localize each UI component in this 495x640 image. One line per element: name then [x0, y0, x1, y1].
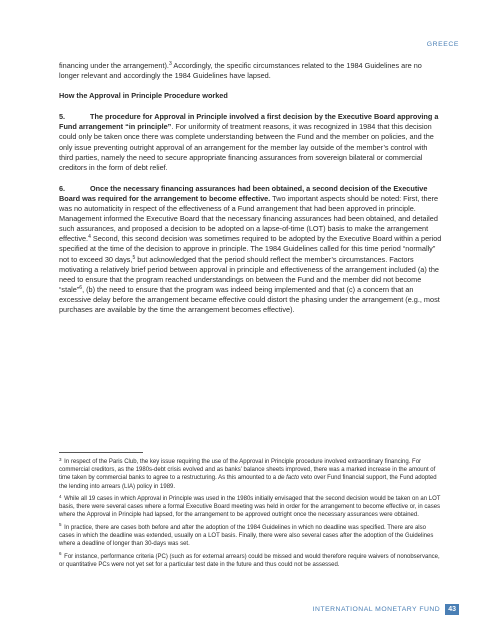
- footnote-ref-5[interactable]: 5: [132, 254, 136, 261]
- footnote-ref-3[interactable]: 3: [168, 61, 172, 67]
- running-header: GREECE: [426, 41, 459, 48]
- paragraph-number: 6.: [59, 183, 66, 193]
- section-subheading: How the Approval in Principle Procedure worked: [59, 91, 228, 101]
- footnote-3: $^3$ In respect of the Paris Club, the key issue requiring the use of the Approval in Principle procedure involved extraordinary financing. For commercial creditors, as the 1980s-debt crisis evolved and as banks’ balance sheets improved, there was a marked increase in the amount of time taken by commercial banks to agree to a restructuring. As this amounted to a de facto veto over Fund financial support, the Fund adopted the lending into arrears (LIA) policy in 1989.: [59, 456, 437, 490]
- footnote-5: $^5$ In practice, there are cases both before and after the adoption of the 1984 Guidelines in which no deadline was specified. There are also cases in which the deadline was extended, usually on a LOT basis. Finally, there were also several cases after the adoption of the Guidelines where a deadline of longer than 30-days was set.: [59, 522, 434, 548]
- paragraph-6: 6. Once the necessary financing assurances had been obtained, a second decision of the Executive Board was required for the arrangement to become effective. Two important aspects should be noted: First, there was no automaticity in respect of the effectiveness of a Fund arrangement that had been approved in principle. Management informed the Executive Board that the necessary financing assurances had been obtained, and detailed such assurances, and proposed a decision to be adopted on a lapse-of-time (LOT) basis to make the arrangement effective.$^4$ Second, this second decision was sometimes required to be adopted by the Executive Board within a period specified at the time of the decision to approve in principle. The 1984 Guidelines called for this time period “normally” not to exceed 30 days,$^5$ but acknowledged that the period should reflect the member’s circumstances. Factors motivating a relatively brief period between approval in principle and effectiveness of the arrangement included (a) the need to ensure that the program reached understandings on between the Fund and the member did not become “stale”$^6$, (b) the need to ensure that the program was indeed being implemented and that (c) a concern that an excessive delay before the arrangement became effective could distort the phasing under the arrangement (e.g., most purchases are available by the time the arrangement becomes effective).: [59, 183, 442, 314]
- publisher-label: INTERNATIONAL MONETARY FUND: [312, 606, 441, 613]
- page-footer: [313, 604, 459, 615]
- footnote-6: $^6$ For instance, performance criteria (PC) (such as for external arrears) could be missed and would therefore require waivers of nonobservance, or quantitative PCs were not yet set for a particular test date in the future and thus could not be assessed.: [59, 551, 440, 568]
- footnote-ref-4[interactable]: 4: [88, 234, 91, 241]
- page-number: 43: [445, 604, 459, 615]
- paragraph-lead: Once the necessary financing assurances had been obtained, a second decision of the Executive Board was required for the arrangement to become effective.: [59, 183, 428, 203]
- footnote-ref-6[interactable]: 6: [79, 284, 83, 291]
- paragraph-5: 5. The procedure for Approval in Principle involved a first decision by the Executive Board approving a Fund arrangement “in principle”. For uniformity of treatment reasons, it was recognized in 1984 that this decision could only be taken once there was complete understanding between the Fund and the member on policies, and the only issue preventing outright approval of an arrangement for the member lay outside of the member’s control with third parties, namely the need to secure appropriate financing assurances from sovereign bilateral or commercial creditors in the form of debt relief.: [59, 112, 439, 172]
- body-text: [59, 61, 443, 315]
- paragraph-number: 5.: [59, 112, 66, 122]
- footnotes: [59, 458, 441, 573]
- paragraph-lead: The procedure for Approval in Principle involved a first decision by the Executive Board approving a Fund arrangement “in principle”: [59, 112, 439, 132]
- footnote-4: $^4$ While all 19 cases in which Approval in Principle was used in the 1980s initially envisaged that the second decision would be taken on an LOT basis, there were several cases where a formal Executive Board meeting was held in order for the arrangement to become effective or, in cases where the Approval in Principle had lapsed, for the arrangement to be approved outright once the necessary assurances were obtained.: [59, 493, 441, 519]
- intro-paragraph: financing under the arrangement).$^3$ Accordingly, the specific circumstances related to the 1984 Guidelines are no longer relevant and accordingly the 1984 Guidelines have lapsed.: [59, 61, 422, 81]
- footnote-separator: [59, 452, 143, 453]
